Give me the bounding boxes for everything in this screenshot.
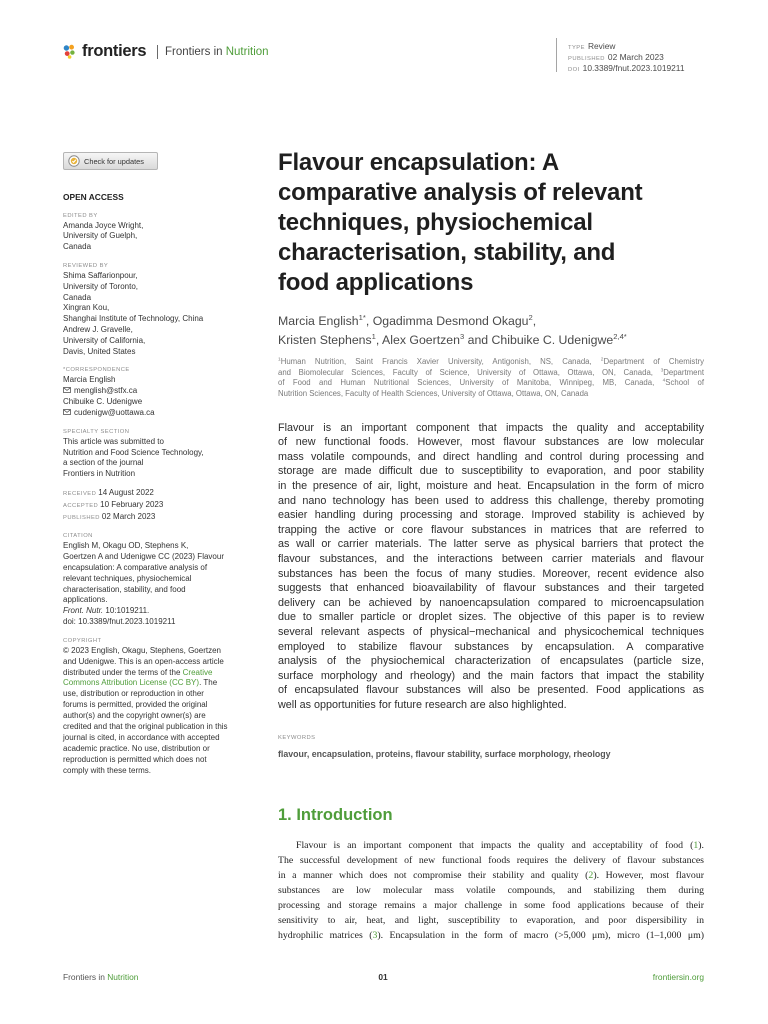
page-number: 01 [378,972,388,982]
article-type [568,39,685,50]
reviewed-by-label: REVIEWED BY [63,262,109,269]
text-run: Marcia English [278,313,359,328]
meta-divider [556,38,557,72]
title-line: characterisation, stability, and [278,239,616,266]
body-text-line: processing and storage remains a major challenge in some food applications because of their [278,899,704,911]
published-label: PUBLISHED [568,56,605,62]
introduction-paragraph [278,838,704,943]
abstract-line: trapping the active or core flavour substances in matrices that are referred to [278,523,704,536]
correspondence-line [63,386,268,397]
copyright-line: reproduction is permitted which does not [63,754,207,764]
superscript: 4 [662,378,666,384]
text-run: ). Encapsulation in the form of macro (>5,000 μm), micro (1–1,000 μm) [377,929,704,941]
reviewer-line: Andrew J. Gravelle, [63,325,133,335]
abstract-line: employed to stabilize flavour substances by encapsulation. A comparative [278,640,704,653]
journal-name[interactable] [165,45,269,59]
superscript: 1* [358,312,366,322]
abstract-line: mass volatile compounds, and direct handling and control during processing and [278,450,704,463]
reviewer-line: Davis, United States [63,347,136,357]
journal-prefix: Frontiers in [165,46,223,58]
correspondence-line: Chibuike C. Udenigwe [63,397,143,407]
correspondence-info [63,375,268,419]
email-address[interactable]: cudenigw@uottawa.ca [74,408,155,418]
abstract [278,421,704,713]
title-line: techniques, physiochemical [278,209,593,236]
superscript: 1 [371,331,376,341]
footer-site-link[interactable]: frontiersin.org [652,972,704,982]
editor-line: University of Guelph, [63,231,138,241]
copyright-line: credited and that the original publication in this [63,722,228,732]
author-line [278,312,704,331]
check-for-updates-button[interactable] [63,152,158,170]
accepted-date [63,500,268,512]
body-text-line: sensitivity to air, heat, and light, susceptibility to evaporation, and poor dispersibility in [278,914,704,926]
journal-title: Nutrition [225,46,269,58]
specialty-line: Nutrition and Food Science Technology, [63,447,204,457]
publication-dates [63,488,268,524]
text-run: of Food and Human Nutritional Sciences, University of Manitoba, Winnipeg, MB, Canada, [278,378,663,388]
abstract-line: easier handling during processing and storage. Improved stability is achieved by [278,509,704,522]
abstract-line: suggests that enhanced bioavailability of flavour substances and their targeted [278,582,704,595]
citation-line: encapsulation: A comparative analysis of [63,562,208,572]
section-heading-introduction: 1. Introduction [278,806,393,824]
received-label: RECEIVED [63,490,97,497]
text-run: Department [663,367,704,377]
title-line: food applications [278,269,474,296]
text-run: ). [698,839,704,851]
citation-text [63,541,268,628]
keywords-label: KEYWORDS [278,735,316,741]
affiliation-line [278,378,704,389]
abstract-line: storage are made difficult due to susceptibility to evaporation, and poor stability [278,465,704,478]
keywords: flavour, encapsulation, proteins, flavour stability, surface morphology, rheology [278,749,611,759]
editor-info [63,221,268,254]
specialty-section-info [63,437,268,481]
specialty-line: This article was submitted to [63,436,164,446]
reviewer-line: University of California, [63,336,146,346]
abstract-line: substances has been the focus of many studies. Moreover, recent evidence also [278,567,704,580]
footer-journal-title: Nutrition [107,972,139,982]
text-run: Department of Chemistry [603,357,704,366]
superscript: 2 [528,312,533,322]
reference-link[interactable]: 2 [588,869,594,881]
footer-journal-name[interactable] [63,971,138,983]
text-run: Kristen Stephens [278,332,372,347]
correspondence-section [63,365,268,419]
reference-link[interactable]: 1 [693,839,699,851]
footer-journal-prefix: Frontiers in [63,972,105,982]
open-access-label: OPEN ACCESS [63,192,124,202]
frontiers-logo-icon [63,44,78,59]
affiliation-line [278,368,704,379]
specialty-section [63,427,268,481]
correspondence-line: Marcia English [63,375,116,385]
copyright-line [63,678,268,689]
text-run: 10:1019211. [103,606,150,616]
superscript: 1 [278,357,281,363]
check-updates-icon [68,155,80,167]
envelope-icon [63,409,71,415]
body-text-line [278,838,704,853]
article-doi[interactable] [568,61,685,72]
article-title [278,148,704,298]
abstract-line: and nano technology has been used to address this challenge, thereby promoting [278,494,704,507]
editor-line: Amanda Joyce Wright, [63,220,144,230]
published-date-sidebar [63,512,268,524]
text-run: , [532,313,537,328]
citation-line: English M, Okagu OD, Stephens K, [63,540,189,550]
body-text-line [278,928,704,943]
copyright-line [63,668,268,679]
abstract-line: several relevant aspects of physical−mechanical and physicochemical techniques [278,626,704,638]
check-updates-label: Check for updates [84,156,144,166]
superscript: 2,4* [613,331,627,341]
reference-link[interactable]: 3 [372,929,378,941]
text-run: School of [665,378,704,388]
correspondence-line [63,408,268,419]
abstract-line: of encapsulated flavour substances will also be presented. Food applications as [278,684,704,697]
accepted-value: 10 February 2023 [100,499,164,509]
doi-label: DOI [568,67,580,73]
published-value: 02 March 2023 [607,52,664,62]
abstract-line: well as opportunities for future research are also highlighted. [278,698,567,711]
affiliation-line [278,357,704,368]
editor-line: Canada [63,242,92,252]
reviewed-by-section [63,261,268,358]
text-run: , Alex Goertzen [375,332,460,347]
reviewer-line: Xingran Kou, [63,303,110,313]
body-text-line [278,868,704,883]
copyright-line: author(s) and the copyright owner(s) are [63,711,206,721]
copyright-line: forums is permitted, provided the original [63,700,208,710]
text-run: Flavour is an important component that impacts the quality and acceptability of food ( [296,839,694,851]
copyright-line: © 2023 English, Okagu, Stephens, Goertzen [63,645,221,655]
edited-by-label: EDITED BY [63,212,98,219]
license-link[interactable]: Commons Attribution License (CC BY) [63,678,200,688]
copyright-line: academic practice. No use, distribution or [63,743,210,753]
text-run: . The [199,678,218,688]
text-run: ). However, most flavour [593,869,704,881]
citation-label: CITATION [63,532,93,539]
edited-by-section [63,211,268,254]
affiliations [278,357,704,399]
title-line: comparative analysis of relevant [278,179,643,206]
article-info-sidebar [63,192,268,777]
email-address[interactable]: menglish@stfx.ca [74,386,138,396]
abstract-line: of new functional foods. However, most flavour substances are low molecular [278,436,704,449]
specialty-line: Frontiers in Nutrition [63,469,136,479]
reviewer-line: University of Toronto, [63,281,138,291]
abstract-line: flavour substances, and the interactions between carrier materials and flavour [278,553,704,566]
doi-value[interactable]: 10.3389/fnut.2023.1019211 [582,63,685,73]
received-value: 14 August 2022 [98,487,154,497]
abstract-line: as wall or carrier materials. The latter serve as physical barriers that protect the [278,538,704,551]
title-line: Flavour encapsulation: A [278,149,560,176]
reviewer-line: Canada [63,292,92,302]
author-list [278,312,704,350]
text-run: and Biomolecular Sciences, Faculty of Science, University of Ottawa, Ottawa, ON, Canada, [278,367,661,377]
abstract-line: in the presence of air, light, moisture and heat. Encapsulation in the form of micro [278,480,704,493]
citation-line: relevant techniques, physiochemical [63,573,192,583]
published-value-sidebar: 02 March 2023 [101,511,156,521]
affiliation-line: Nutrition Sciences, Faculty of Health Sciences, University of Ottawa, Ottawa, ON, Canada [278,388,589,398]
citation-line: doi: 10.3389/fnut.2023.1019211 [63,617,176,627]
reviewer-line: Shanghai Institute of Technology, China [63,314,204,324]
abstract-line: due to smaller particle or droplet sizes. The objective of this paper is to review [278,611,704,624]
abstract-line: Flavour is an important component that impacts the quality and acceptability [278,421,704,434]
body-text-line: substances are low molecular mass volatile compounds, and stabilizing them during [278,884,704,896]
published-label-sidebar: PUBLISHED [63,514,100,521]
specialty-section-label: SPECIALTY SECTION [63,428,130,435]
reviewer-line: Shima Saffarionpour, [63,270,138,280]
citation-line: characterisation, stability, and food [63,584,186,594]
copyright-line: and Udenigwe. This is an open-access article [63,656,224,666]
accepted-label: ACCEPTED [63,502,99,509]
abstract-line: analysis of the physiochemical characterization of encapsulates (particle size, [278,655,704,668]
reviewer-info [63,271,268,358]
published-date [568,50,685,61]
copyright-text [63,646,268,777]
copyright-line: use, distribution or reproduction in other [63,689,204,699]
copyright-label: COPYRIGHT [63,637,102,644]
article-meta [568,39,685,72]
superscript: 2 [600,357,604,363]
brand-wordmark: frontiers [82,42,147,60]
citation-section [63,531,268,628]
copyright-line: journal is cited, in accordance with accepted [63,732,220,742]
abstract-line: delivery can be achieved by nanoencapsulation compared to microencapsulation [278,596,704,609]
italic-text: Front. Nutr. [63,606,104,616]
superscript: 3 [459,331,465,341]
received-date [63,488,268,500]
body-text-line: The successful development of new functional foods requires the delivery of flavour substances [278,854,704,866]
license-link[interactable]: Creative [182,667,213,677]
citation-line [63,606,268,617]
text-run: Human Nutrition, Saint Francis Xavier University, Antigonish, NS, Canada, [280,357,601,366]
text-run: hydrophilic matrices ( [278,929,373,941]
copyright-section [63,636,268,777]
type-value: Review [587,41,616,51]
text-run: , Ogadimma Desmond Okagu [365,313,529,328]
text-run: in a manner which does not compromise their stability and quality ( [278,869,589,881]
specialty-line: a section of the journal [63,458,144,468]
citation-line: applications. [63,595,108,605]
type-label: TYPE [568,45,585,51]
author-line [278,331,704,350]
citation-line: Goertzen A and Udenigwe CC (2023) Flavour [63,551,224,561]
copyright-line: comply with these terms. [63,765,152,775]
frontiers-logo[interactable] [63,43,146,60]
text-run: and Chibuike C. Udenigwe [464,332,614,347]
correspondence-label: *CORRESPONDENCE [63,367,130,374]
abstract-line: surface morphology and rheology) and the main factors that impact the stability [278,669,704,682]
text-run: distributed under the terms of the [63,667,183,677]
envelope-icon [63,387,71,393]
header-divider [157,45,158,59]
superscript: 3 [660,368,664,373]
